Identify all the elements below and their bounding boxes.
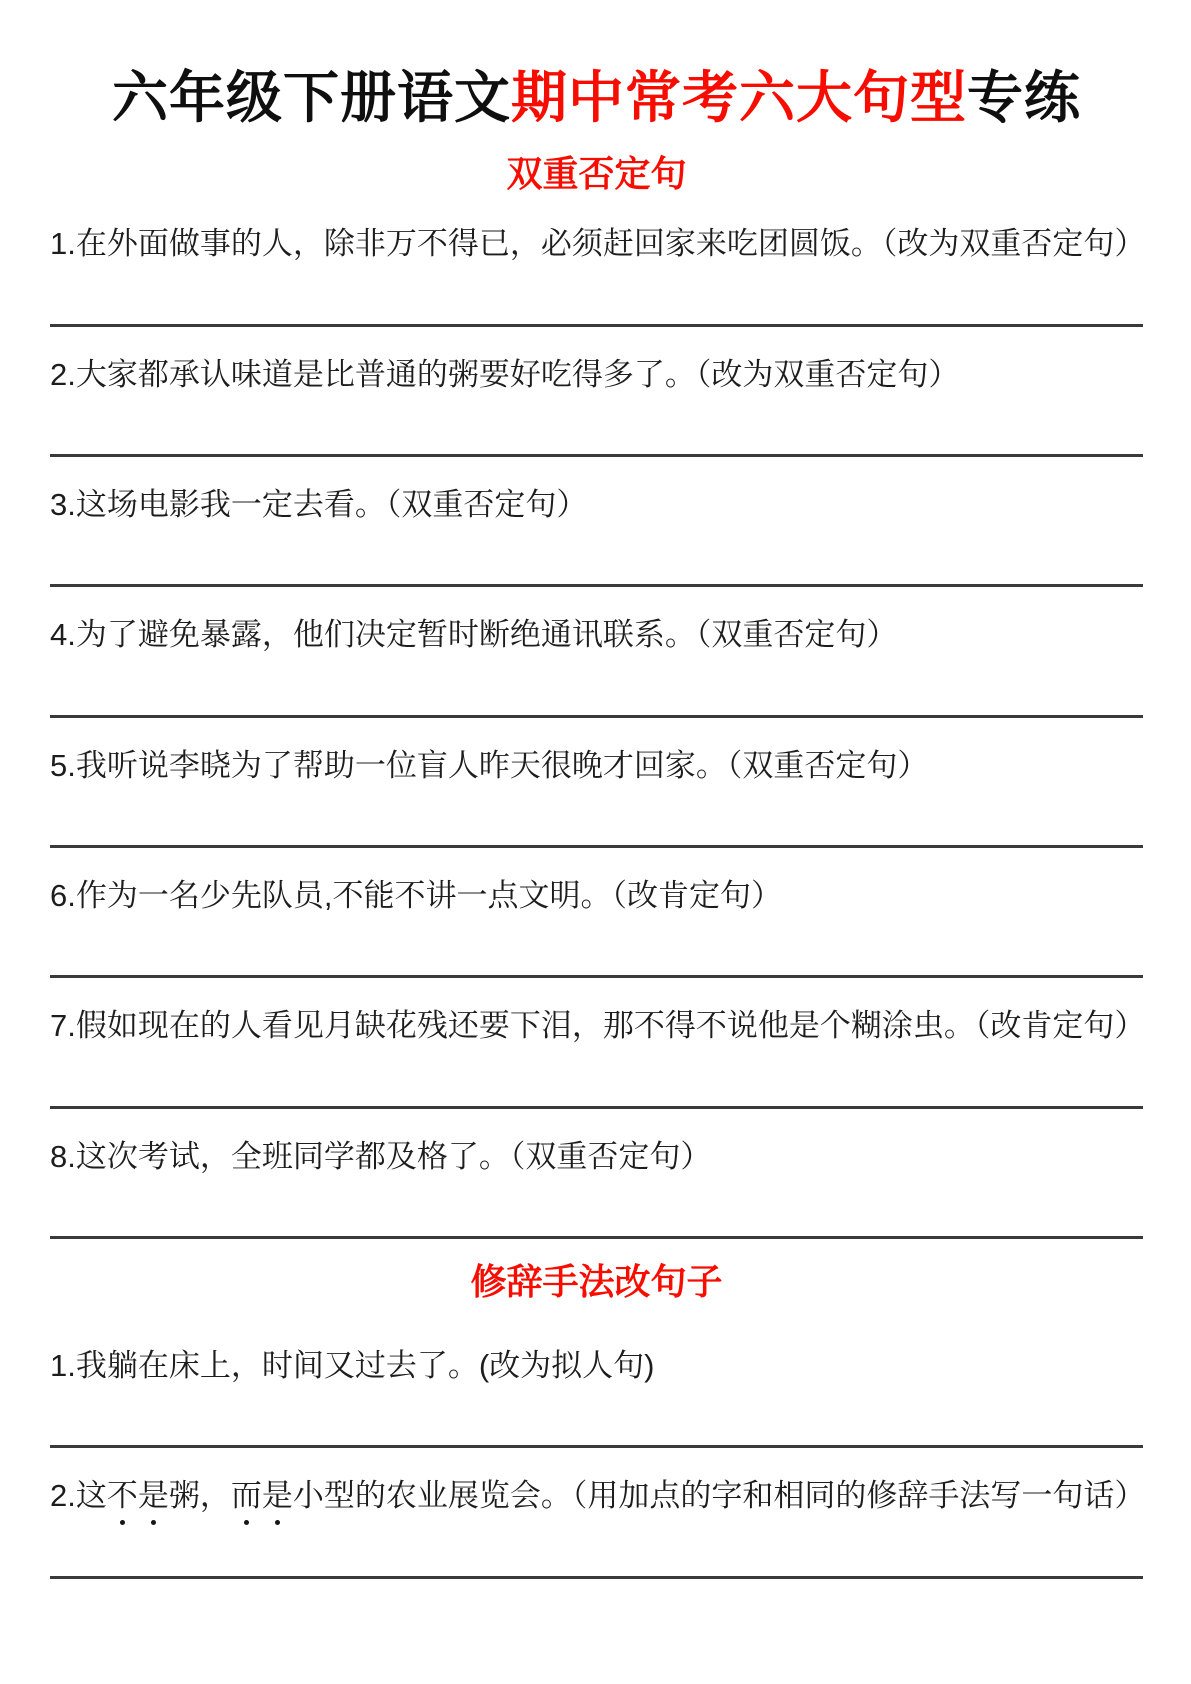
answer-blank-line (50, 715, 1143, 718)
answer-blank-line (50, 324, 1143, 327)
segment-plain: 2.这 (50, 1478, 107, 1514)
title-part-black-2: 专练 (967, 66, 1081, 129)
answer-blank-line (50, 454, 1143, 457)
question-3: 3.这场电影我一定去看。（双重否定句） (50, 486, 588, 522)
answer-blank-line (50, 1236, 1143, 1239)
section-double-negative (50, 151, 1146, 1239)
answer-blank-line (50, 584, 1143, 587)
answer-blank-line (50, 1576, 1143, 1579)
section-heading: 修辞手法改句子 (470, 1261, 723, 1303)
answer-blank-line (50, 1445, 1143, 1448)
question-2 (50, 1476, 1146, 1515)
segment-plain: 粥， (168, 1478, 231, 1514)
answer-blank-line (50, 845, 1143, 848)
question-1: 1.在外面做事的人，除非万不得已，必须赶回家来吃团圆饭。（改为双重否定句） (50, 226, 1146, 262)
answer-blank-line (50, 975, 1143, 978)
section-heading: 双重否定句 (506, 153, 687, 195)
title-part-black-1: 六年级下册语文 (112, 66, 511, 129)
segment-dotted-chars: 不是 (107, 1478, 169, 1513)
question-6: 6.作为一名少先队员,不能不讲一点文明。（改肯定句） (50, 877, 782, 913)
segment-plain: 小型的农业展览会。（用加点的字和相同的修辞手法写一句话） (292, 1478, 1146, 1514)
section-rhetoric (50, 1259, 1146, 1579)
title-part-red: 期中常考六大句型 (511, 66, 967, 129)
question-5: 5.我听说李晓为了帮助一位盲人昨天很晚才回家。（双重否定句） (50, 747, 929, 783)
question-8: 8.这次考试，全班同学都及格了。（双重否定句） (50, 1138, 712, 1174)
question-2: 2.大家都承认味道是比普通的粥要好吃得多了。（改为双重否定句） (50, 356, 960, 392)
answer-blank-line (50, 1106, 1143, 1109)
page-title (50, 64, 1143, 131)
question-7: 7.假如现在的人看见月缺花残还要下泪，那不得不说他是个糊涂虫。（改肯定句） (50, 1008, 1146, 1044)
segment-dotted-chars: 而是 (231, 1478, 293, 1513)
question-4: 4.为了避免暴露，他们决定暂时断绝通讯联系。（双重否定句） (50, 617, 898, 653)
question-1: 1.我躺在床上，时间又过去了。(改为拟人句) (50, 1348, 655, 1384)
